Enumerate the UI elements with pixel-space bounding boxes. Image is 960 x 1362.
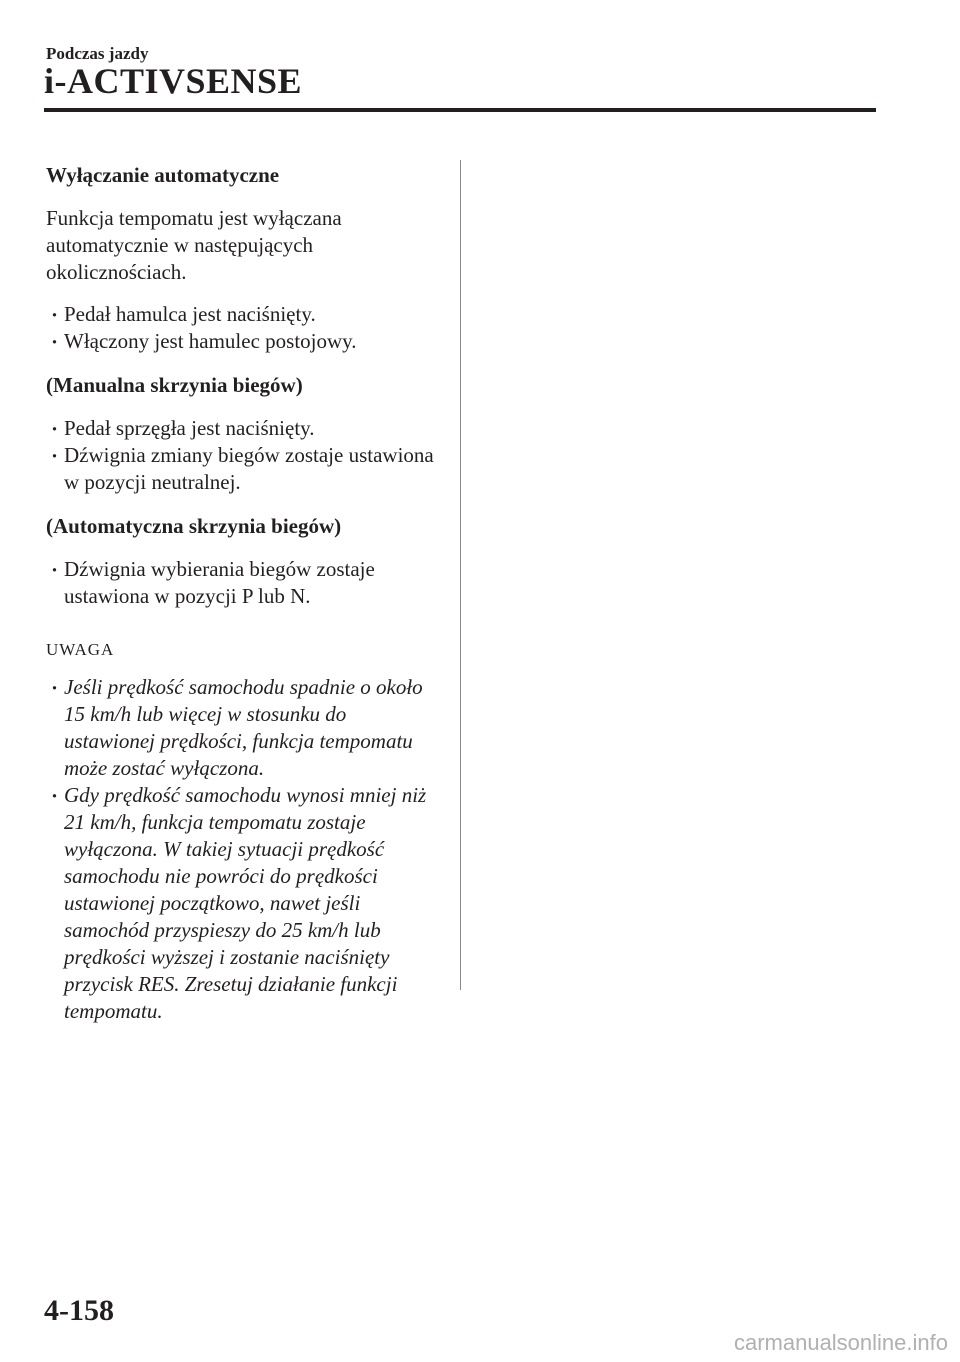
heading-manual: (Manualna skrzynia biegów) bbox=[46, 373, 303, 397]
note-list bbox=[46, 674, 436, 1025]
note-item-text: Jeśli prędkość samochodu spadnie o około 15 km/h lub więcej w stosunku do ustawionej prędkości, funkcja tempomatu może zostać wyłączona. bbox=[64, 675, 423, 780]
list-item bbox=[46, 328, 436, 355]
header-rule bbox=[44, 108, 876, 112]
content-column bbox=[46, 160, 436, 1040]
bullet-dot: · bbox=[51, 417, 59, 441]
bullet-dot: · bbox=[51, 330, 59, 354]
bullet-dot: · bbox=[51, 676, 59, 700]
list-item-text: Włączony jest hamulec postojowy. bbox=[64, 329, 357, 353]
bullet-dot: · bbox=[51, 303, 59, 327]
bullet-list-automatic bbox=[46, 556, 436, 610]
heading-auto-off: Wyłączanie automatyczne bbox=[46, 163, 280, 187]
section-title: i-ACTIVSENSE bbox=[44, 61, 303, 101]
list-item bbox=[46, 415, 436, 442]
chapter-label: Podczas jazdy bbox=[46, 44, 149, 63]
bullet-dot: · bbox=[51, 444, 59, 468]
list-item-text: Dźwignia zmiany biegów zostaje ustawiona w pozycji neutralnej. bbox=[64, 443, 434, 494]
watermark: carmanualsonline.info bbox=[733, 1330, 948, 1355]
bullet-list-general bbox=[46, 301, 436, 355]
list-item bbox=[46, 556, 436, 610]
bullet-dot: · bbox=[51, 784, 59, 808]
list-item bbox=[46, 442, 436, 496]
heading-automatic: (Automatyczna skrzynia biegów) bbox=[46, 514, 342, 538]
column-divider bbox=[460, 160, 461, 990]
list-item-text: Dźwignia wybierania biegów zostaje ustawiona w pozycji P lub N. bbox=[64, 557, 375, 608]
note-item bbox=[46, 782, 436, 1025]
note-label: UWAGA bbox=[46, 640, 115, 659]
intro-paragraph: Funkcja tempomatu jest wyłączana automatycznie w następujących okolicznościach. bbox=[46, 206, 342, 284]
list-item-text: Pedał sprzęgła jest naciśnięty. bbox=[64, 416, 315, 440]
bullet-list-manual bbox=[46, 415, 436, 496]
bullet-dot: · bbox=[51, 558, 59, 582]
page-number: 4-158 bbox=[44, 1294, 114, 1327]
list-item bbox=[46, 301, 436, 328]
note-item-text: Gdy prędkość samochodu wynosi mniej niż 21 km/h, funkcja tempomatu zostaje wyłączona. W takiej sytuacji prędkość samochodu nie powróci do prędkości ustawionej początkowo, nawet jeśli samochód przyspieszy do 25 km/h lub prędkości wyższej i zostanie naciśnięty przycisk RES. Zresetuj działanie funkcji tempomatu. bbox=[64, 783, 427, 1023]
note-item bbox=[46, 674, 436, 782]
list-item-text: Pedał hamulca jest naciśnięty. bbox=[64, 302, 316, 326]
